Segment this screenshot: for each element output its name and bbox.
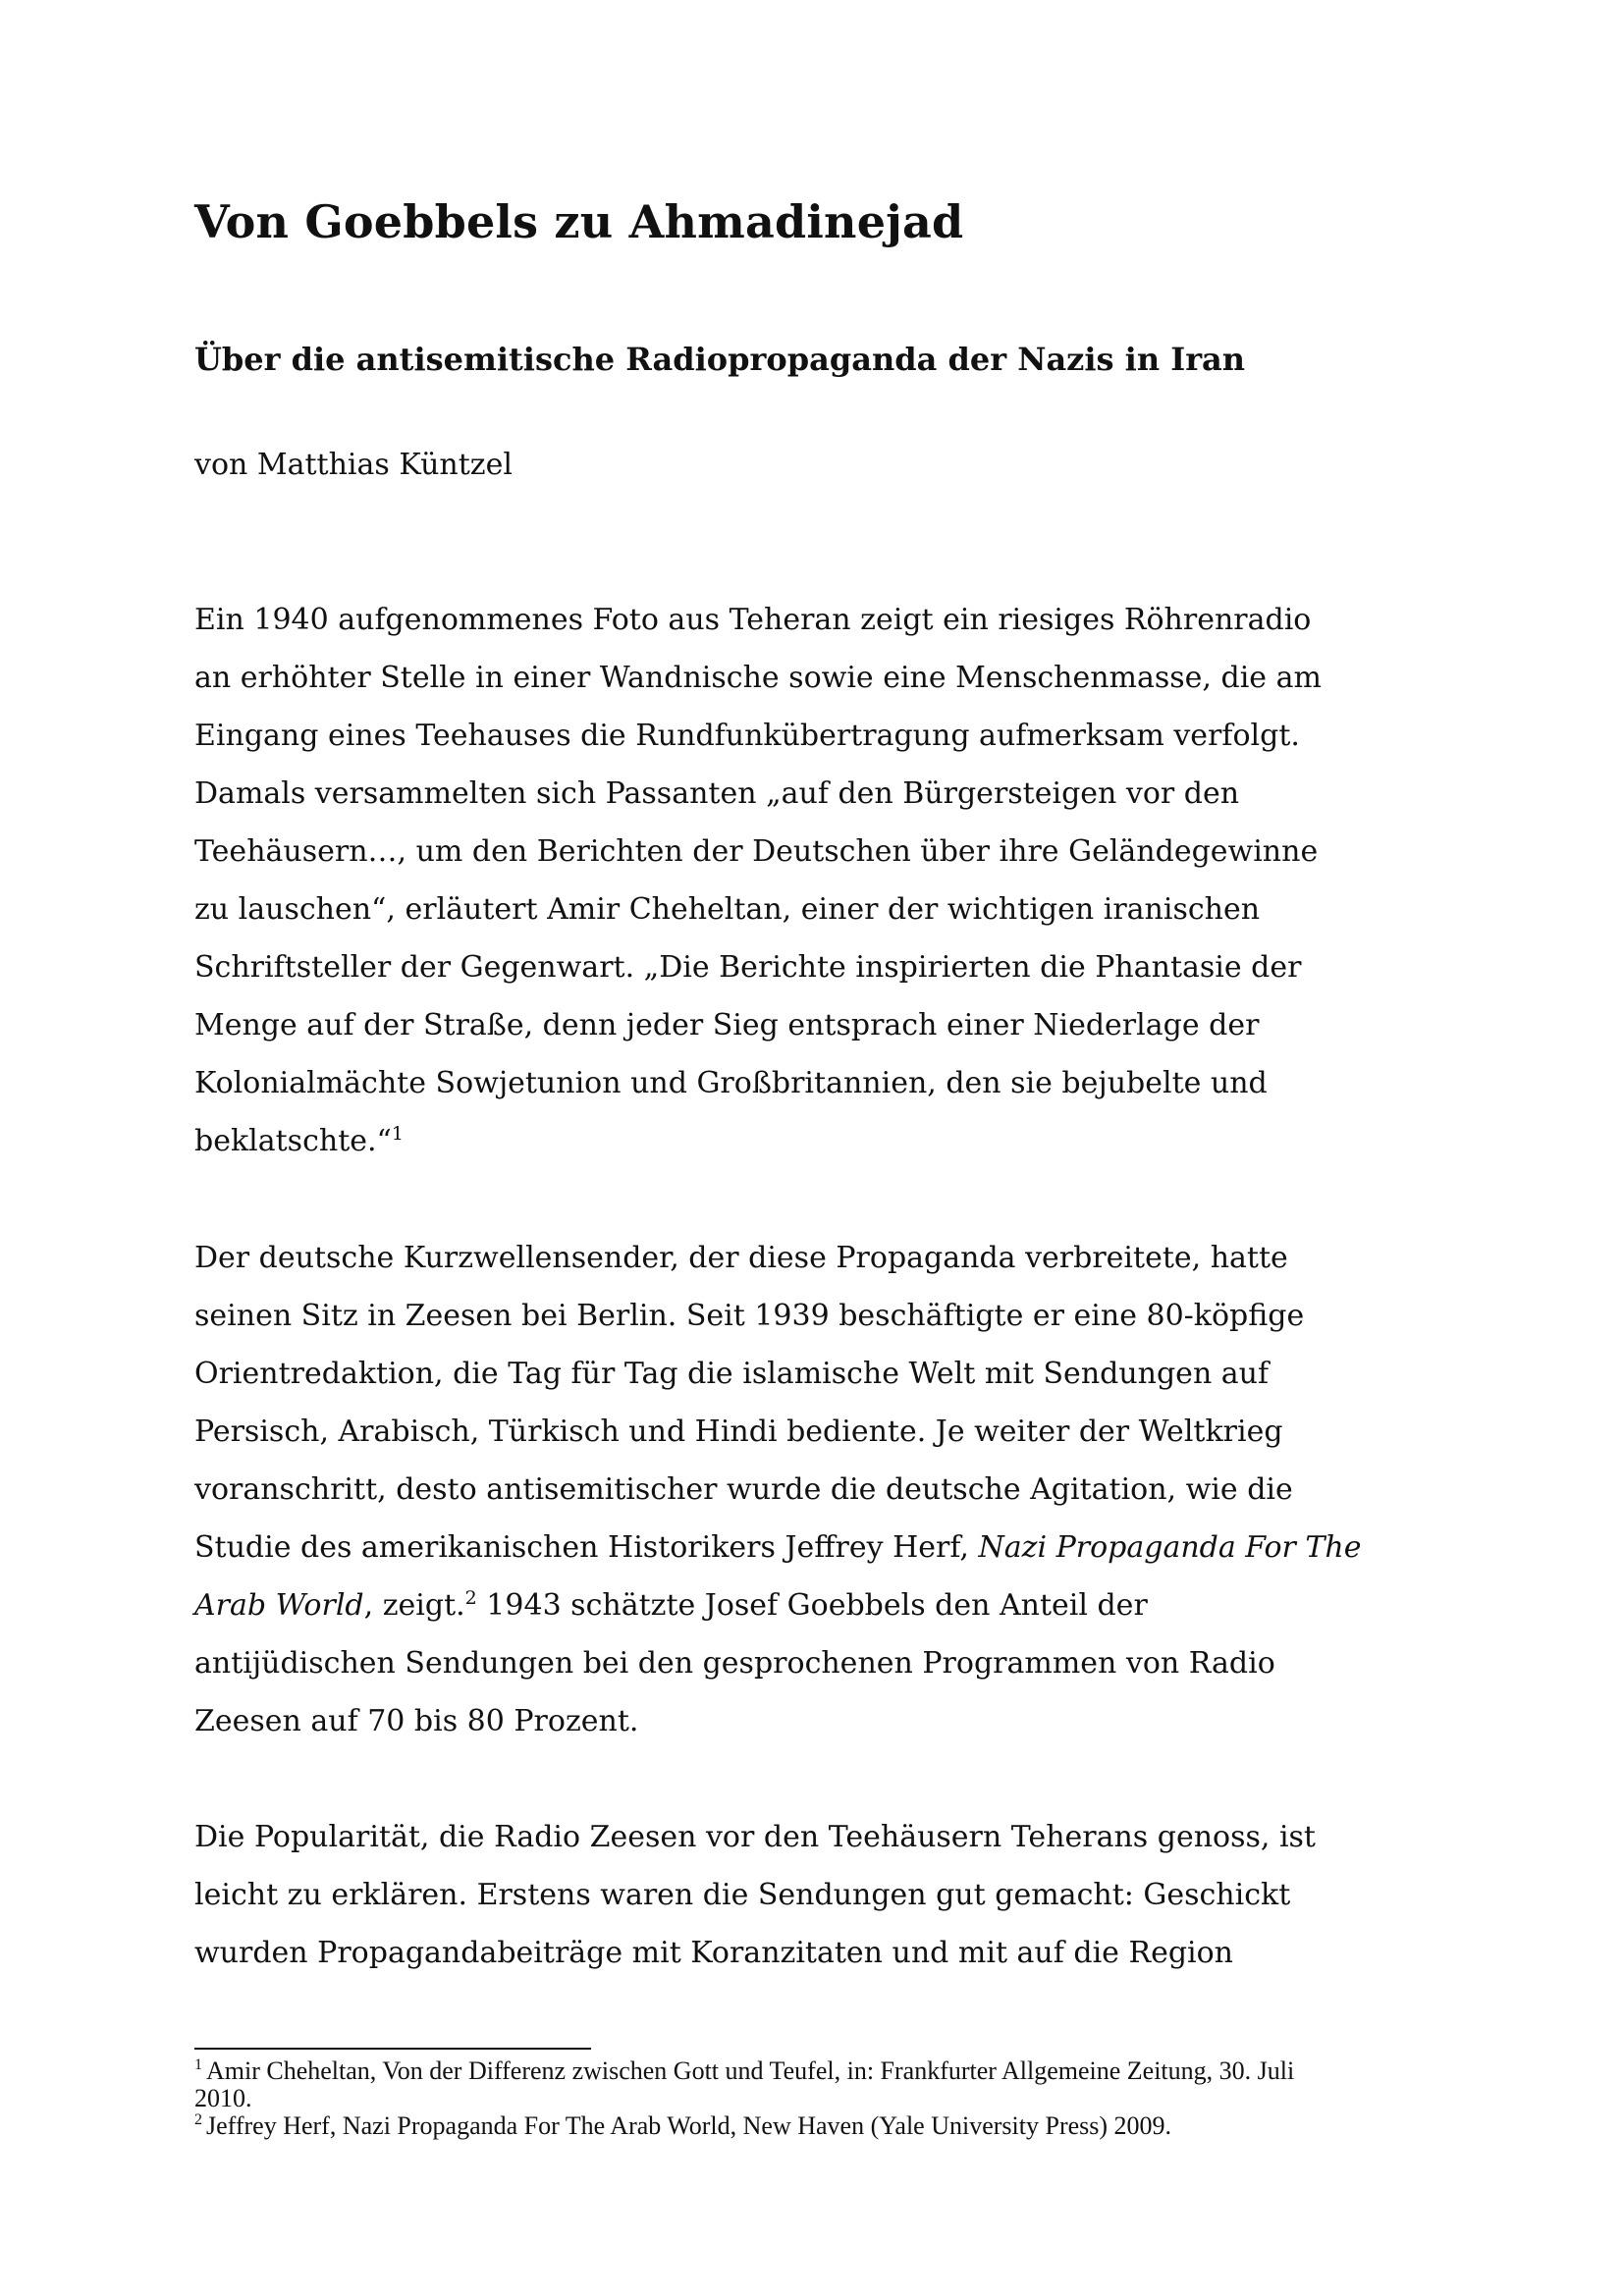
text-fragment: Studie des amerikanischen Historikers Jeffrey Herf, xyxy=(194,1530,979,1565)
text-line: Zeesen auf 70 bis 80 Prozent. xyxy=(194,1704,639,1738)
footnote-ref-2[interactable]: 2 xyxy=(464,1587,477,1609)
footnote-line xyxy=(194,2112,1412,2140)
footnote-text: Amir Cheheltan, Von der Differenz zwischen Gott und Teufel, in: Frankfurter Allgemeine Zeitung, 30. Juli xyxy=(206,2056,1295,2085)
text-line: zu lauschen“, erläutert Amir Cheheltan, einer der wichtigen iranischen xyxy=(194,892,1261,927)
text-line: seinen Sitz in Zeesen bei Berlin. Seit 1939 beschäftigte er eine 80-köpfige xyxy=(194,1299,1305,1333)
footnote-2 xyxy=(194,2112,1412,2140)
book-title-italic: Nazi Propaganda For The xyxy=(978,1530,1362,1565)
paragraph-3 xyxy=(194,1808,1441,1982)
text-line: Orientredaktion, die Tag für Tag die islamische Welt mit Sendungen auf xyxy=(194,1357,1270,1391)
text-fragment: 1943 schätzte Josef Goebbels den Anteil der xyxy=(476,1588,1148,1623)
text-line: Die Popularität, die Radio Zeesen vor den Teehäusern Teherans genoss, ist xyxy=(194,1820,1316,1854)
footnote-number: 2 xyxy=(194,2111,202,2129)
paragraph-1 xyxy=(194,591,1441,1170)
text-line xyxy=(194,1576,1441,1634)
paragraph-2 xyxy=(194,1229,1441,1750)
text-line: leicht zu erklären. Erstens waren die Sendungen gut gemacht: Geschickt xyxy=(194,1878,1291,1912)
page-title: Von Goebbels zu Ahmadinejad xyxy=(194,195,964,248)
text-line: Eingang eines Teehauses die Rundfunkübertragung aufmerksam verfolgt. xyxy=(194,719,1300,753)
footnote-line: 2010. xyxy=(194,2084,252,2112)
text-line: Kolonialmächte Sowjetunion und Großbritannien, den sie bejubelte und xyxy=(194,1066,1268,1100)
text-line: voranschritt, desto antisemitischer wurde die deutsche Agitation, wie die xyxy=(194,1472,1293,1507)
footnote-line xyxy=(194,2057,1412,2085)
text-line: Persisch, Arabisch, Türkisch und Hindi bediente. Je weiter der Weltkrieg xyxy=(194,1415,1283,1449)
text-fragment: beklatschte.“ xyxy=(194,1124,392,1158)
text-line: Schriftsteller der Gegenwart. „Die Berichte inspirierten die Phantasie der xyxy=(194,950,1302,985)
text-line: Ein 1940 aufgenommenes Foto aus Teheran zeigt ein riesiges Röhrenradio xyxy=(194,603,1312,637)
text-line: Damals versammelten sich Passanten „auf den Bürgersteigen vor den xyxy=(194,776,1240,811)
text-line: Teehäusern…, um den Berichten der Deutschen über ihre Geländegewinne xyxy=(194,834,1319,869)
footnote-number: 1 xyxy=(194,2056,202,2074)
text-line: Der deutsche Kurzwellensender, der diese Propaganda verbreitete, hatte xyxy=(194,1241,1288,1275)
footnote-text: Jeffrey Herf, Nazi Propaganda For The Arab World, New Haven (Yale University Press) 2009. xyxy=(206,2111,1172,2140)
footnotes xyxy=(194,2057,1412,2140)
text-line: antijüdischen Sendungen bei den gesprochenen Programmen von Radio xyxy=(194,1646,1275,1681)
text-line: an erhöhter Stelle in einer Wandnische sowie eine Menschenmasse, die am xyxy=(194,661,1322,695)
page-subtitle: Über die antisemitische Radiopropaganda der Nazis in Iran xyxy=(194,341,1246,378)
author-byline: von Matthias Küntzel xyxy=(194,448,513,482)
text-fragment: , zeigt. xyxy=(363,1588,465,1623)
text-line xyxy=(194,1519,1441,1576)
footnote-ref-1[interactable]: 1 xyxy=(391,1123,404,1145)
footnote-separator xyxy=(194,2048,591,2050)
book-title-italic: Arab World xyxy=(194,1588,364,1623)
footnote-1 xyxy=(194,2057,1412,2112)
text-line: Menge auf der Straße, denn jeder Sieg entsprach einer Niederlage der xyxy=(194,1008,1260,1042)
text-line xyxy=(194,1112,1441,1170)
text-line: wurden Propagandabeiträge mit Koranzitaten und mit auf die Region xyxy=(194,1936,1233,1970)
